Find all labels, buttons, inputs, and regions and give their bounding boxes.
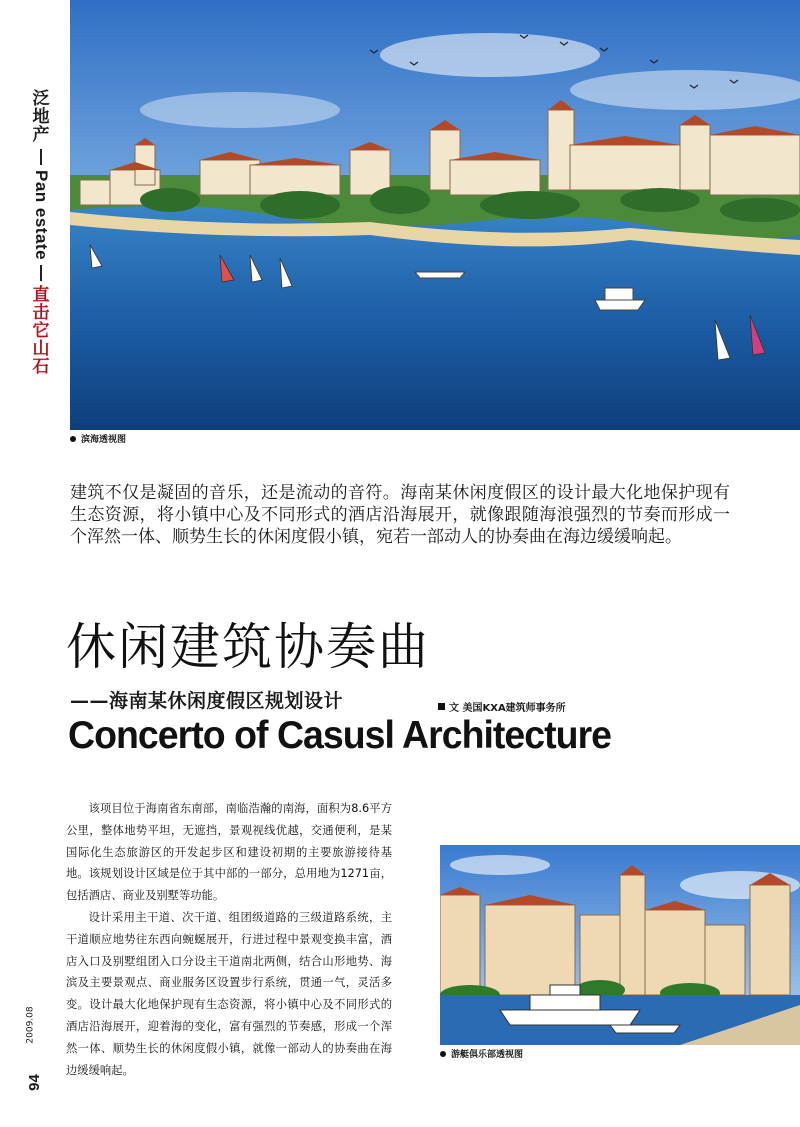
divider xyxy=(40,149,42,165)
photo2-caption: 游艇俱乐部透视图 xyxy=(440,1047,523,1060)
bullet-icon xyxy=(70,436,76,442)
title-chinese: 休闲建筑协奏曲 xyxy=(66,618,430,676)
page-number: 94 xyxy=(25,1074,43,1091)
author-credit: 文 美国KXA建筑师事务所 xyxy=(438,699,566,714)
section-label xyxy=(28,90,54,376)
square-bullet-icon xyxy=(438,703,445,710)
hero-illustration xyxy=(70,0,800,430)
title-english: Concerto of Casusl Architecture xyxy=(68,714,612,757)
body-paragraph: 设计采用主干道、次干道、组团级道路的三级道路系统，主干道顺应地势往东西向蜿蜒展开，行进过程中景观变换丰富，酒店入口及别墅组团入口分设主干道南北两侧，结合山形地势、海滨及主要景观点、商业服务区设置步行系统，贯通一气，灵活多变。设计最大化地保护现有生态资源，将小镇中心及不同形式的酒店沿海展开，迎着海的变化，富有强烈的节奏感，形成一个浑然一体、顺势生长的休闲度假小镇，就像一部动人的协奏曲在海边缓缓响起。 xyxy=(66,910,392,1077)
lead-paragraph: 建筑不仅是凝固的音乐，还是流动的音符。海南某休闲度假区的设计最大化地保护现有生态资源，将小镇中心及不同形式的酒店沿海展开，就像跟随海浪强烈的节奏而形成一个浑然一体、顺势生长的休闲度假小镇，宛若一部动人的协奏曲在海边缓缓响起。 xyxy=(70,483,730,547)
hero-caption: 滨海透视图 xyxy=(70,432,126,445)
issue-date: 2009.08 xyxy=(25,1006,36,1044)
bullet-icon xyxy=(440,1051,446,1057)
divider xyxy=(40,265,42,281)
section-label-cn-red: 直 击 它 山 石 xyxy=(32,285,50,378)
subtitle: ——海南某休闲度假区规划设计 xyxy=(70,690,344,712)
body-text xyxy=(66,798,392,1081)
folio xyxy=(22,1000,46,1100)
section-label-cn: 泛 地 产 xyxy=(32,89,50,145)
yacht-club-illustration xyxy=(440,845,800,1045)
section-label-en: Pan estate xyxy=(32,170,51,261)
body-paragraph: 该项目位于海南省东南部，南临浩瀚的南海，面积为8.6平方公里，整体地势平坦，无遮挡，景观视线优越，交通便利，是某国际化生态旅游区的开发起步区和建设初期的主要旅游接待基地。该规划设计区域是位于其中部的一部分，总用地为1271亩，包括酒店、商业及别墅等功能。 xyxy=(66,802,392,903)
